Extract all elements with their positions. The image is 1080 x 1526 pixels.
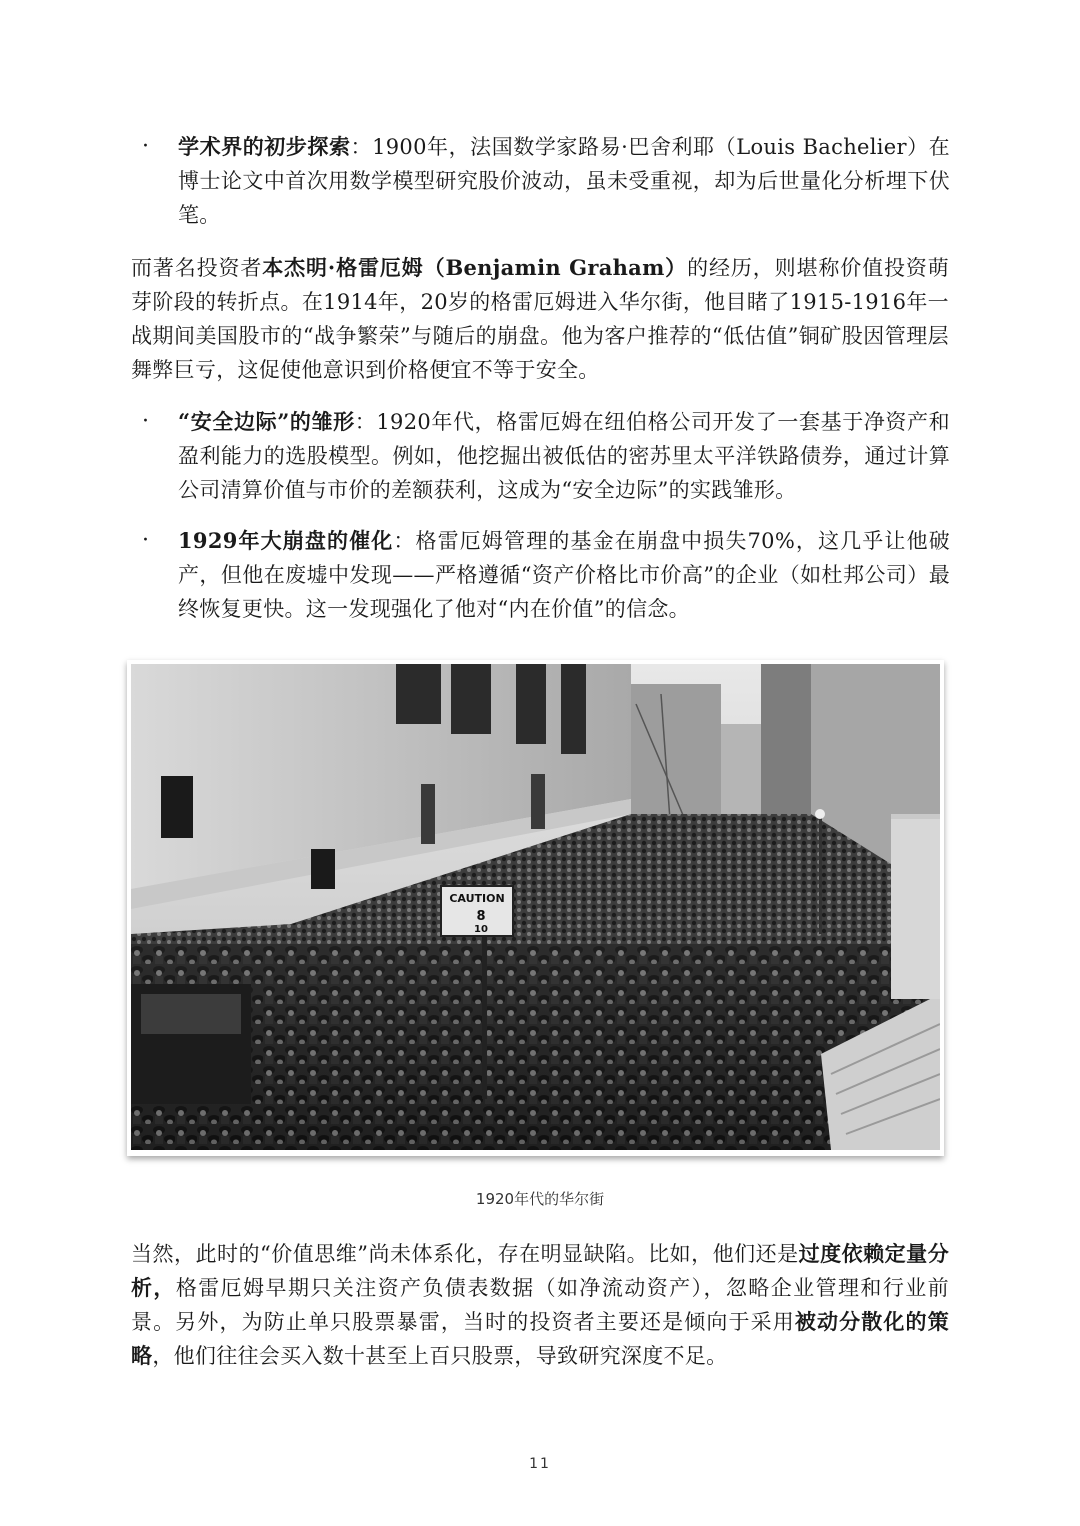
photo-caption: 1920年代的华尔街 [475,1190,605,1208]
bullet-text [178,405,950,507]
paragraph-bold: 过度依赖定量分析， [131,1241,949,1300]
paragraph-text: ，他们往往会买入数十甚至上百只股票，导致研究深度不足。 [152,1344,728,1368]
paragraph-bold: 本杰明·格雷厄姆（Benjamin Graham） [262,255,688,280]
paragraph-value-thinking [131,1237,949,1373]
bullet-body: ：1900年，法国数学家路易·巴舍利耶（Louis Bachelier）在博士论文中首次用数学模型研究股价波动，虽未受重视，却为后世量化分析埋下伏笔。 [178,135,950,227]
bullet-dot: · [142,134,149,159]
page-number: 11 [529,1456,551,1472]
photo-frame [127,660,944,1156]
bullet-heading: 学术界的初步探索 [178,134,351,159]
paragraph-text: 格雷厄姆早期只关注资产负债表数据（如净流动资产），忽略企业管理和行业前景。另外，为防止单只股票暴雷，当时的投资者主要还是倾向于采用 [131,1276,949,1334]
sign-caution-text: CAUTION [449,892,505,905]
paragraph-text: 的经历，则堪称价值投资萌芽阶段的转折点。在1914年，20岁的格雷厄姆进入华尔街，他目睹了1915-1916年一战期间美国股市的“战争繁荣”与随后的崩盘。他为客户推荐的“低估值”铜矿股因管理层舞弊巨亏，这促使他意识到价格便宜不等于安全。 [131,256,949,382]
bullet-dot: · [142,409,149,434]
wall-street-illustration [131,664,940,1150]
paragraph-text: 而著名投资者 [131,256,263,280]
bullet-text [178,524,950,626]
paragraph-graham-intro [131,251,949,387]
bullet-body: ：格雷厄姆管理的基金在崩盘中损失70%，这几乎让他破产，但他在废墟中发现——严格遵循“资产价格比市价高”的企业（如杜邦公司）最终恢复更快。这一发现强化了他对“内在价值”的信念。 [178,529,950,621]
sign-number2-text: 10 [474,924,488,935]
bullet-heading: “安全边际”的雏形 [178,409,355,434]
bullet-body: ：1920年代，格雷厄姆在纽伯格公司开发了一套基于净资产和盈利能力的选股模型。例如，他挖掘出被低估的密苏里太平洋铁路债券，通过计算公司清算价值与市价的差额获利，这成为“安全边际”的实践雏形。 [178,410,950,502]
bullet-heading: 1929年大崩盘的催化 [178,528,394,553]
bullet-text [178,130,950,232]
bullet-dot: · [142,528,149,553]
paragraph-text: 当然，此时的“价值思维”尚未体系化，存在明显缺陷。比如，他们还是 [131,1242,799,1266]
wall-street-photo [131,664,940,1150]
paragraph-bold: 被动分散化的策略 [131,1309,949,1368]
sign-number-text: 8 [476,909,486,924]
